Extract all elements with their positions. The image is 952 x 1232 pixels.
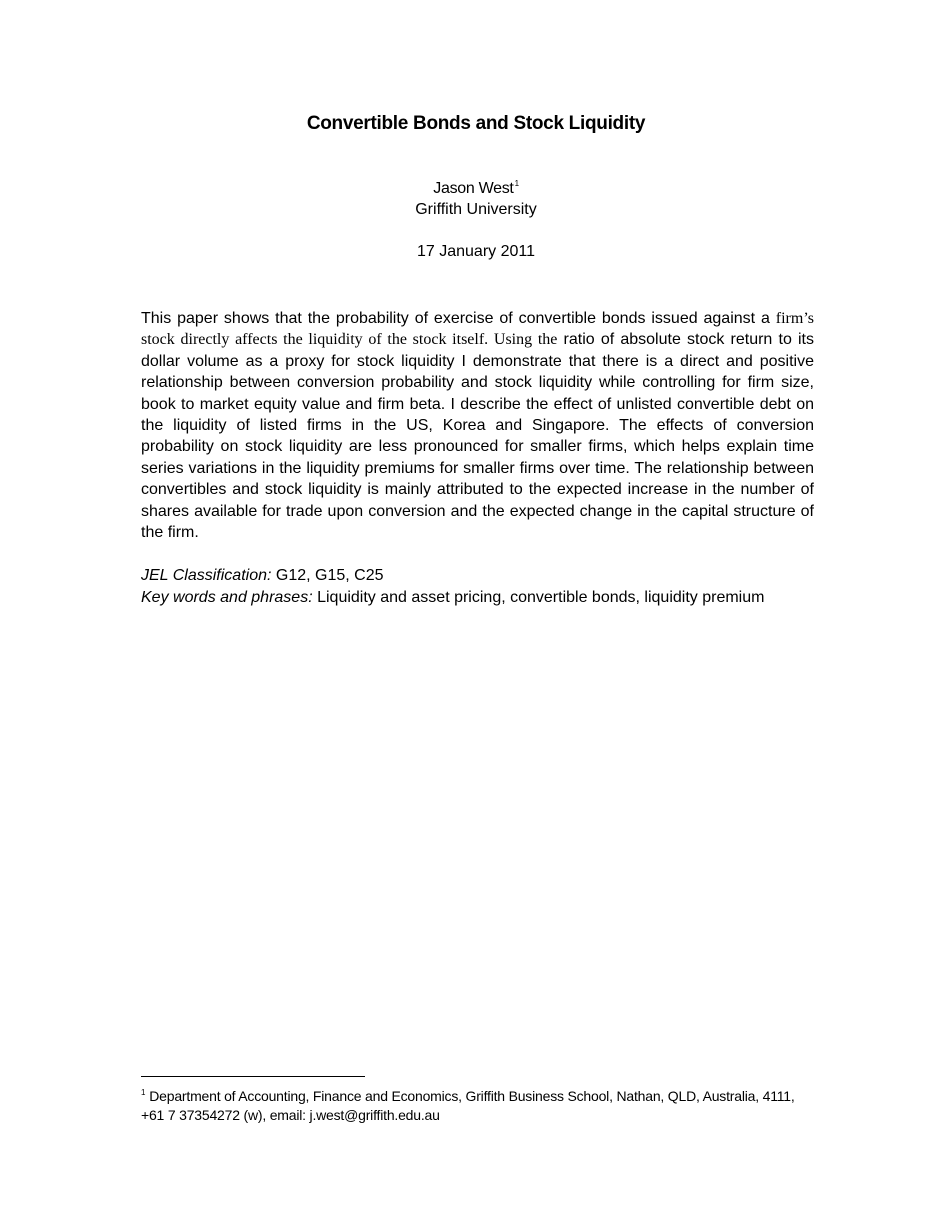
jel-value: G12, G15, C25 [271, 567, 384, 584]
author-footnote-marker[interactable]: 1 [514, 179, 519, 188]
abstract [141, 308, 814, 543]
keywords-label: Key words and phrases: [141, 589, 313, 606]
footnote [141, 1084, 814, 1124]
author-name: Jason West [433, 180, 514, 197]
author-affiliation: Griffith University [415, 201, 537, 218]
jel-label: JEL Classification: [141, 567, 272, 584]
footnote-divider [141, 1076, 365, 1077]
footnote-marker: 1 [141, 1088, 146, 1097]
keywords-value: Liquidity and asset pricing, convertible bonds, liquidity premium [312, 589, 765, 606]
paper-title: Convertible Bonds and Stock Liquidity [306, 113, 646, 134]
abstract-part-1: This paper shows that the probability of exercise of convertible bonds issued against a [141, 310, 776, 327]
keywords [141, 587, 814, 608]
jel-classification [141, 565, 814, 586]
abstract-part-2: firm’s stock directly affects the liquidity of the stock itself. Using the [141, 310, 814, 349]
author-line [0, 179, 952, 198]
paper-date: 17 January 2011 [416, 243, 535, 260]
footnote-text: Department of Accounting, Finance and Economics, Griffith Business School, Nathan, QLD, Australia, 4111, +61 7 37354272 (w), email: j.west@griffith.edu.au [141, 1088, 795, 1123]
abstract-part-3: ratio of absolute stock return to its dollar volume as a proxy for stock liquidity I demonstrate that there is a direct and positive relationship between conversion probability and stock liquidity while controlling for firm size, book to market equity value and firm beta. I describe the effect of unlisted convertible debt on the liquidity of listed firms in the US, Korea and Singapore. The effects of conversion probability on stock liquidity are less pronounced for smaller firms, which helps explain time series variations in the liquidity premiums for smaller firms over time. The relationship between convertibles and stock liquidity is mainly attributed to the expected increase in the number of shares available for trade upon conversion and the expected change in the capital structure of the firm. [141, 331, 815, 542]
